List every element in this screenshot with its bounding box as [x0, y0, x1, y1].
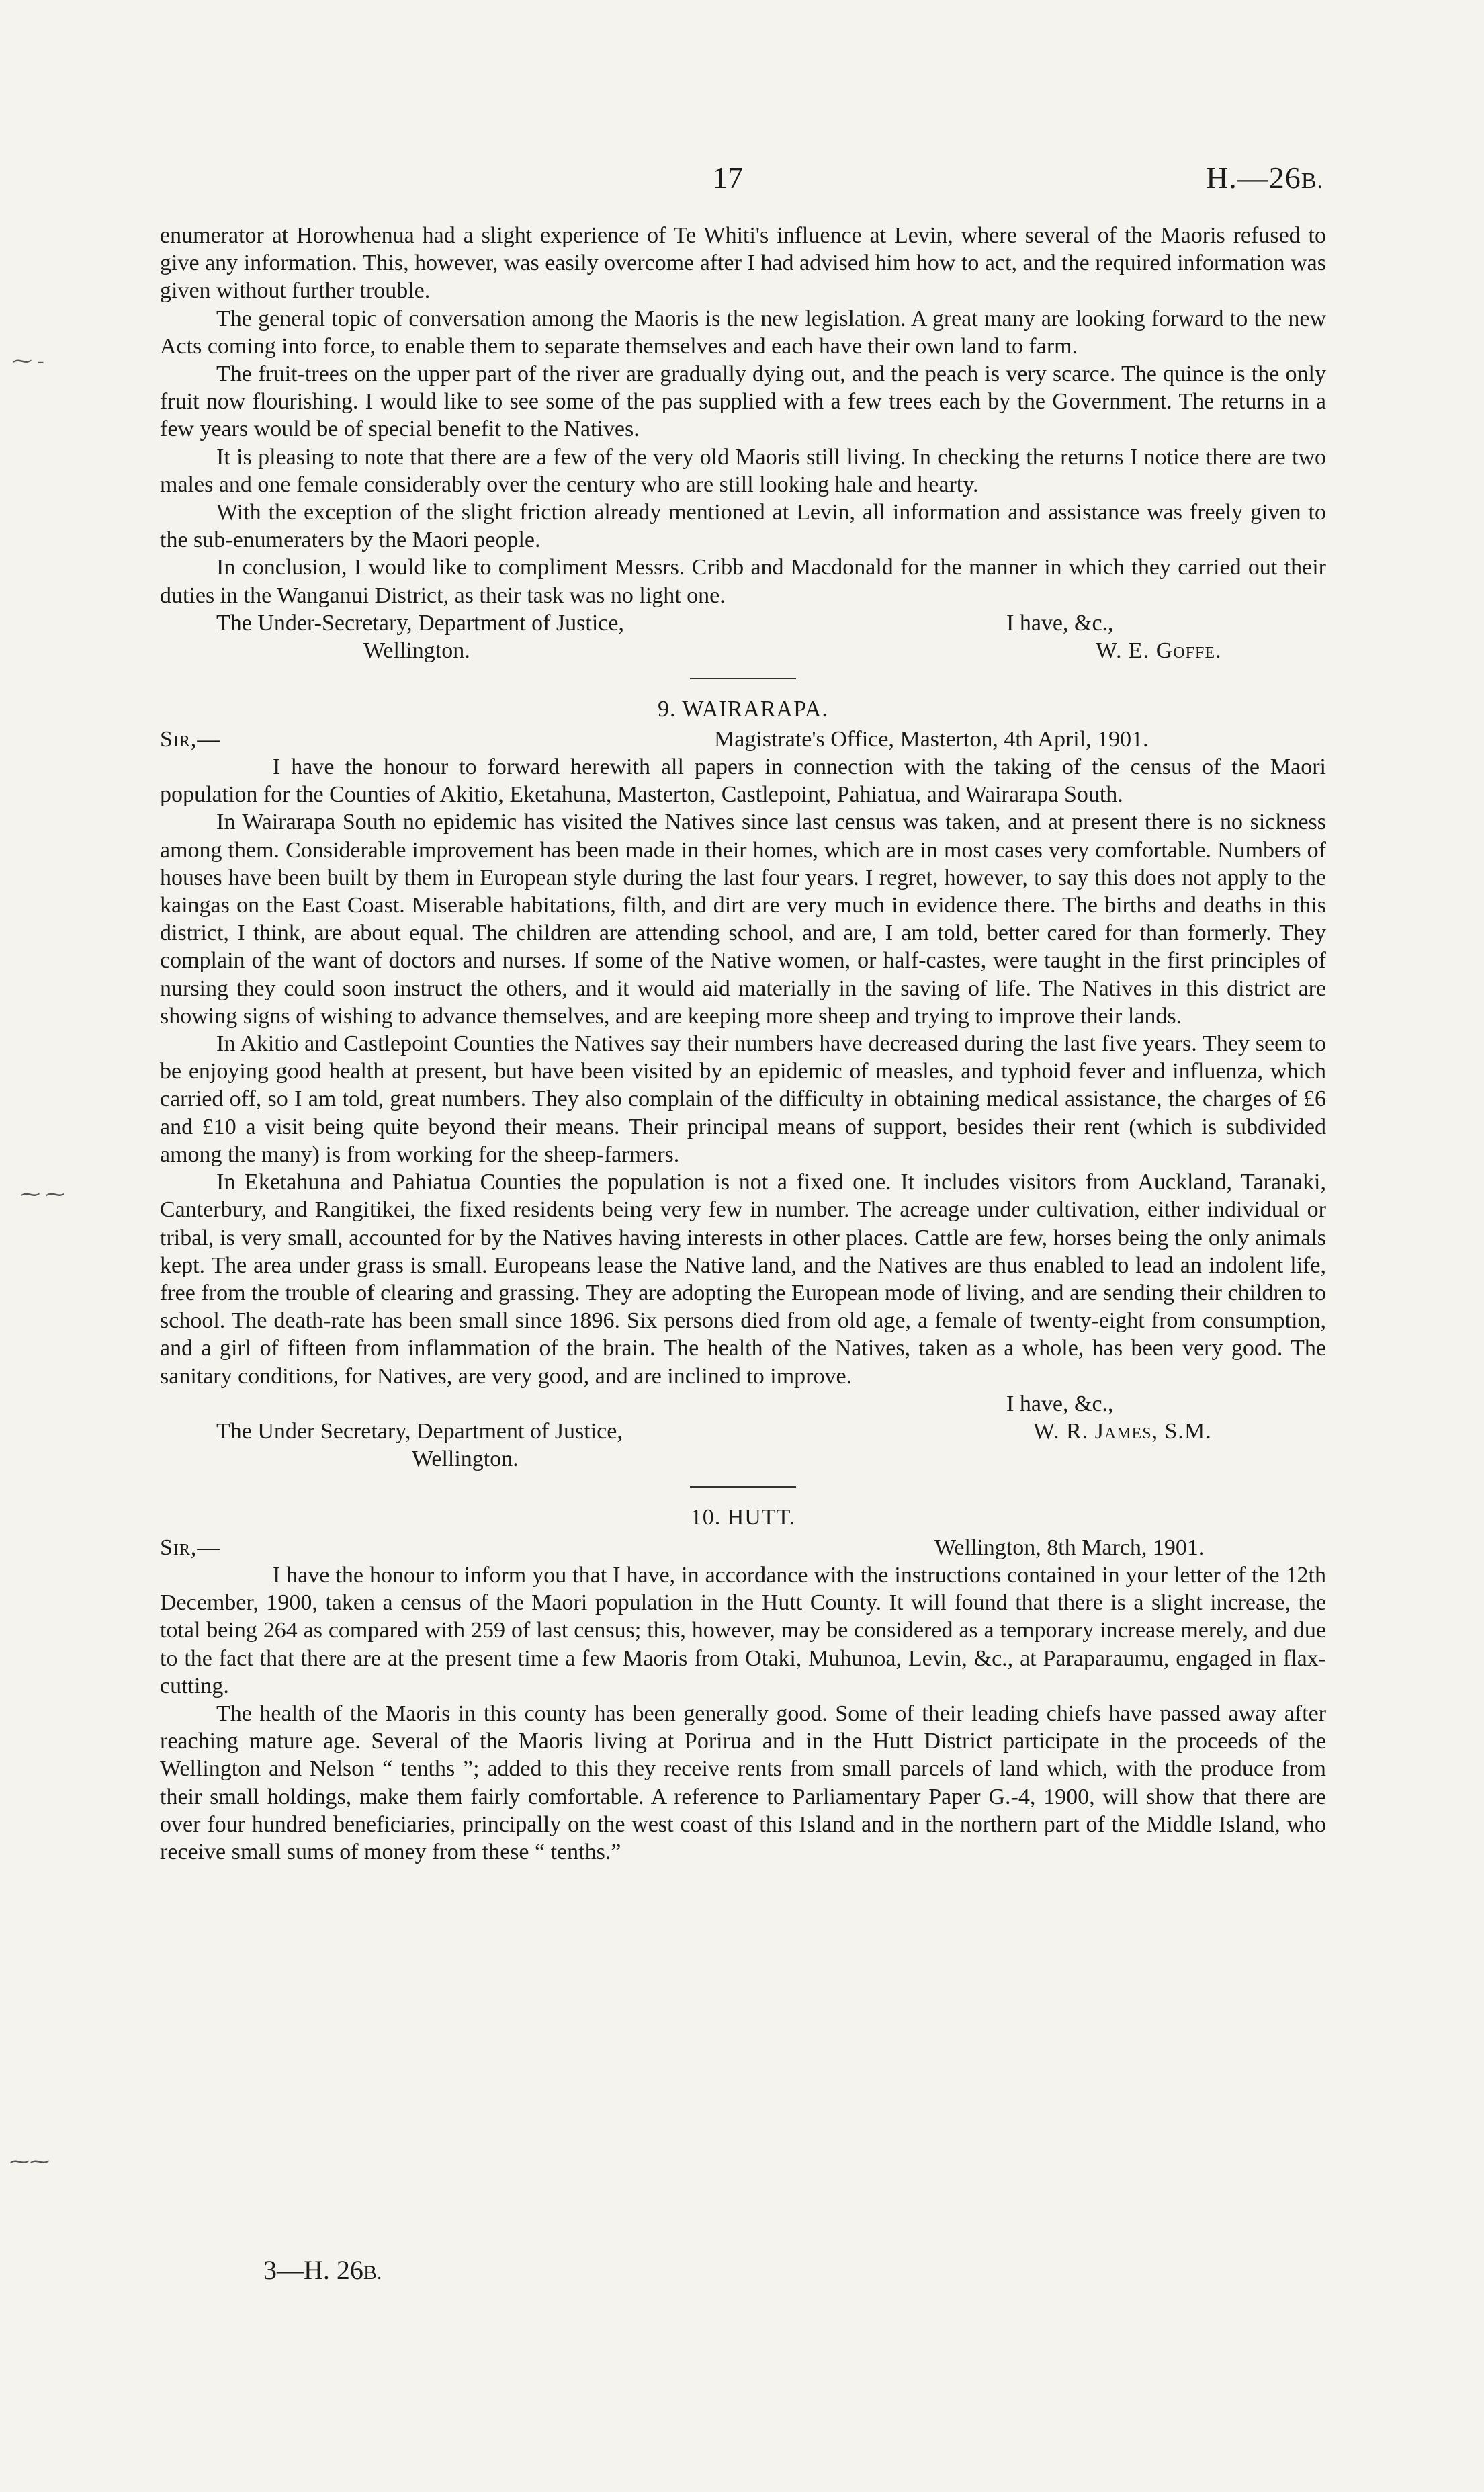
- margin-mark: ⁓ ‐: [12, 350, 44, 372]
- signature-mark: 3—H. 26B.: [263, 2255, 382, 2285]
- margin-mark: ⁓⁓: [9, 2151, 50, 2173]
- signature: W. E. Goffe.: [1096, 638, 1222, 663]
- addressee-city: Wellington.: [412, 1446, 519, 1471]
- addressee-city-row: [160, 1445, 1326, 1473]
- section-divider: [690, 678, 796, 679]
- section-title: 9. WAIRARAPA.: [658, 696, 828, 722]
- paragraph: I have the honour to inform you that I have, in accordance with the instructions contained in your letter of the 12th December, 1900, taken a census of the Maori population in the Hutt County. It will found that there is a slight increase, the total being 264 as compared with 259 of last census; this, however, may be considered as a temporary increase merely, and due to the fact that there are at the present time a few Maoris from Otaki, Muhunoa, Levin, &c., at Paraparaumu, engaged in flax-cutting.: [160, 1562, 1326, 1699]
- closing: I have, &c.,: [1006, 610, 1114, 636]
- addressee-city: Wellington.: [363, 638, 470, 663]
- paragraph: It is pleasing to note that there are a few of the very old Maoris still living. In checking the returns I notice there are two males and one female considerably over the century who are still looking hale and hearty.: [160, 444, 1326, 497]
- addressee: The Under Secretary, Department of Justice,: [216, 1418, 623, 1444]
- section-title: 10. HUTT.: [690, 1504, 796, 1530]
- paragraph: The fruit-trees on the upper part of the river are gradually dying out, and the peach is very scarce. The quince is the only fruit now flourishing. I would like to see some of the pas supplied with a few trees each by the Government. The returns in a few years would be of special benefit to the Natives.: [160, 361, 1326, 442]
- salutation-row: [160, 1534, 1326, 1561]
- paragraph: With the exception of the slight friction already mentioned at Levin, all information and assistance was freely given to the sub-enumeraters by the Maori people.: [160, 500, 1326, 553]
- signature: W. R. James, S.M.: [1033, 1418, 1212, 1444]
- paragraph: In Akitio and Castlepoint Counties the Natives say their numbers have decreased during the last five years. They seem to be enjoying good health at present, but have been visited by an epidemic of measles, and typhoid fever and influenza, which carried off, so I am told, great numbers. They also complain of the difficulty in obtaining medical assistance, the charges of £6 and £10 a visit being quite beyond their means. Their principal means of support, besides their rent (which is subdivided among the many) is from working for the sheep-farmers.: [160, 1031, 1326, 1167]
- closing: I have, &c.,: [1006, 1391, 1114, 1416]
- salutation: Sir,—: [160, 727, 221, 753]
- paragraph: In conclusion, I would like to compliment Messrs. Cribb and Macdonald for the manner in which they carried out their duties in the Wanganui District, as their task was no light one.: [160, 555, 1326, 608]
- paragraph: The health of the Maoris in this county has been generally good. Some of their leading chiefs have passed away after reaching mature age. Several of the Maoris living at Porirua and in the Hutt District participate in the proceeds of the Wellington and Nelson “ tenths ”; added to this they receive rents from small parcels of land which, with the produce from their small holdings, make them fairly comfortable. A reference to Parliamentary Paper G.-4, 1900, will show that there are over four hundred beneficiaries, principally on the west coast of this Island and in the northern part of the Middle Island, who receive small sums of money from these “ tenths.”: [160, 1701, 1326, 1864]
- paragraph: enumerator at Horowhenua had a slight experience of Te Whiti's influence at Levin, where several of the Maoris refused to give any information. This, however, was easily overcome after I had advised him how to act, and the required information was given without further trouble.: [160, 223, 1326, 304]
- document-body: [160, 222, 1326, 1866]
- place-date: Magistrate's Office, Masterton, 4th April, 1901.: [714, 727, 1149, 753]
- page-header: [161, 160, 1323, 200]
- paragraph: I have the honour to forward herewith all papers in connection with the taking of the census of the Maori population for the Counties of Akitio, Eketahuna, Masterton, Castlepoint, Pahiatua, and Wairarapa South.: [160, 755, 1326, 808]
- salutation-row: [160, 726, 1326, 753]
- section-divider: [690, 1486, 796, 1488]
- page-number: 17: [712, 161, 743, 195]
- salutation: Sir,—: [160, 1535, 221, 1560]
- margin-mark: ⁓ ⁓: [20, 1183, 66, 1205]
- paragraph: In Wairarapa South no epidemic has visited the Natives since last census was taken, and at present there is no sickness among them. Considerable improvement has been made in their homes, which are in most cases very comfortable. Numbers of houses have been built by them in European style during the last four years. I regret, however, to say this does not apply to the kaingas on the East Coast. Miserable habitations, filth, and dirt are very much in evidence there. The births and deaths in this district, I think, are about equal. The children are attending school, and are, I am told, better cared for than formerly. They complain of the want of doctors and nurses. If some of the Native women, or half-castes, were taught in the first principles of nursing they could soon instruct the others, and it would aid materially in the saving of life. The Natives in this district are showing signs of wishing to advance themselves, and are keeping more sheep and trying to improve their lands.: [160, 810, 1326, 1029]
- paragraph: In Eketahuna and Pahiatua Counties the population is not a fixed one. It includes visitors from Auckland, Taranaki, Canterbury, and Rangitikei, the fixed residents being very few in number. The acreage under cultivation, either individual or tribal, is very small, accounted for by the Natives having interests in other places. Cattle are few, horses being the only animals kept. The area under grass is small. Europeans lease the Native land, and the Natives are thus enabled to lead an indolent life, free from the trouble of clearing and grassing. They are adopting the European mode of living, and are sending their children to school. The death-rate has been small since 1896. Six persons died from old age, a female of twenty-eight from consumption, and a girl of fifteen from inflammation of the brain. The health of the Natives, taken as a whole, has been very good. The sanitary conditions, for Natives, are very good, and are inclined to improve.: [160, 1170, 1326, 1389]
- signature-row: [160, 1418, 1326, 1445]
- closing-row: [160, 1390, 1326, 1418]
- document-reference: H.—26B.: [1206, 161, 1323, 195]
- signature-row: [160, 637, 1326, 664]
- paragraph: The general topic of conversation among the Maoris is the new legislation. A great many are looking forward to the new Acts coming into force, to enable them to separate themselves and each have their own land to farm.: [160, 306, 1326, 359]
- place-date: Wellington, 8th March, 1901.: [934, 1535, 1205, 1560]
- section-wairarapa: [160, 695, 1326, 1473]
- section-intro-continuation: [160, 222, 1326, 664]
- addressee: The Under-Secretary, Department of Justice,: [216, 610, 624, 636]
- closing-row: [160, 609, 1326, 637]
- section-hutt: [160, 1504, 1326, 1866]
